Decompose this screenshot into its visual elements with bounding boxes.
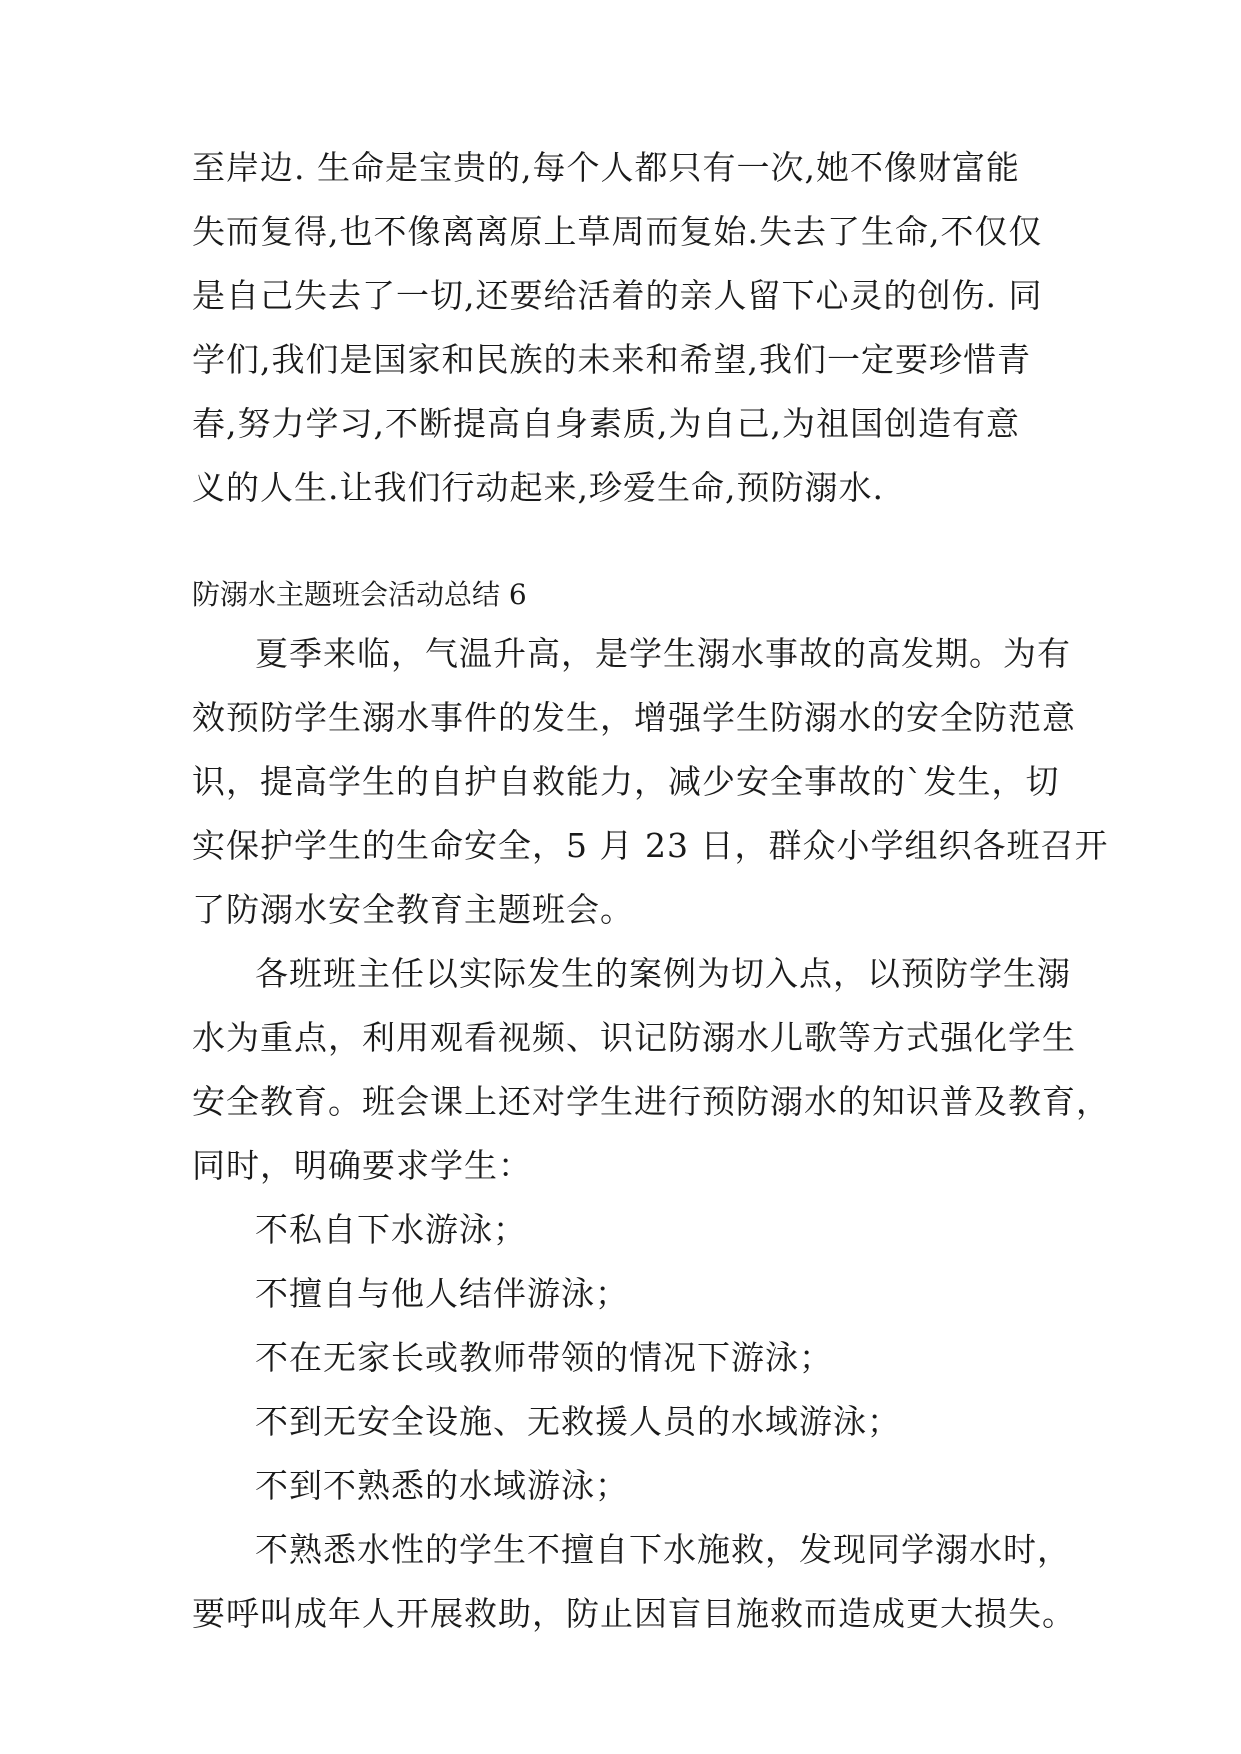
text-line: 春,努力学习,不断提高自身素质,为自己,为祖国创造有意 bbox=[192, 404, 1020, 443]
rule-item: 不到不熟悉的水域游泳； bbox=[255, 1466, 629, 1505]
text-line: 是自己失去了一切,还要给活着的亲人留下心灵的创伤. 同 bbox=[192, 276, 1043, 315]
rule-item: 不私自下水游泳； bbox=[255, 1210, 527, 1249]
text-line: 夏季来临，气温升高，是学生溺水事故的高发期。为有 bbox=[255, 634, 1071, 673]
text-line: 义的人生.让我们行动起来,珍爱生命,预防溺水. bbox=[192, 468, 884, 507]
text-line: 至岸边. 生命是宝贵的,每个人都只有一次,她不像财富能 bbox=[192, 148, 1020, 187]
text-line: 水为重点，利用观看视频、识记防溺水儿歌等方式强化学生 bbox=[192, 1018, 1076, 1057]
text-line: 学们,我们是国家和民族的未来和希望,我们一定要珍惜青 bbox=[192, 340, 1031, 379]
text-line: 各班班主任以实际发生的案例为切入点，以预防学生溺 bbox=[255, 954, 1071, 993]
text-line: 失而复得,也不像离离原上草周而复始.失去了生命,不仅仅 bbox=[192, 212, 1043, 251]
rule-item: 不擅自与他人结伴游泳； bbox=[255, 1274, 629, 1313]
rule-item: 不在无家长或教师带领的情况下游泳； bbox=[255, 1338, 833, 1377]
text-line: 效预防学生溺水事件的发生，增强学生防溺水的安全防范意 bbox=[192, 698, 1076, 737]
text-line: 安全教育。班会课上还对学生进行预防溺水的知识普及教育， bbox=[192, 1082, 1110, 1121]
text-line: 了防溺水安全教育主题班会。 bbox=[192, 890, 634, 929]
text-line: 识，提高学生的自护自救能力，减少安全事故的`发生，切 bbox=[192, 762, 1060, 801]
text-line: 同时，明确要求学生： bbox=[192, 1146, 532, 1185]
text-line: 不熟悉水性的学生不擅自下水施救，发现同学溺水时， bbox=[255, 1530, 1071, 1569]
text-line: 实保护学生的生命安全，5 月 23 日，群众小学组织各班召开 bbox=[192, 826, 1109, 865]
rule-item: 不到无安全设施、无救援人员的水域游泳； bbox=[255, 1402, 901, 1441]
text-line: 要呼叫成年人开展救助，防止因盲目施救而造成更大损失。 bbox=[192, 1594, 1076, 1633]
section-title: 防溺水主题班会活动总结 6 bbox=[192, 578, 527, 611]
